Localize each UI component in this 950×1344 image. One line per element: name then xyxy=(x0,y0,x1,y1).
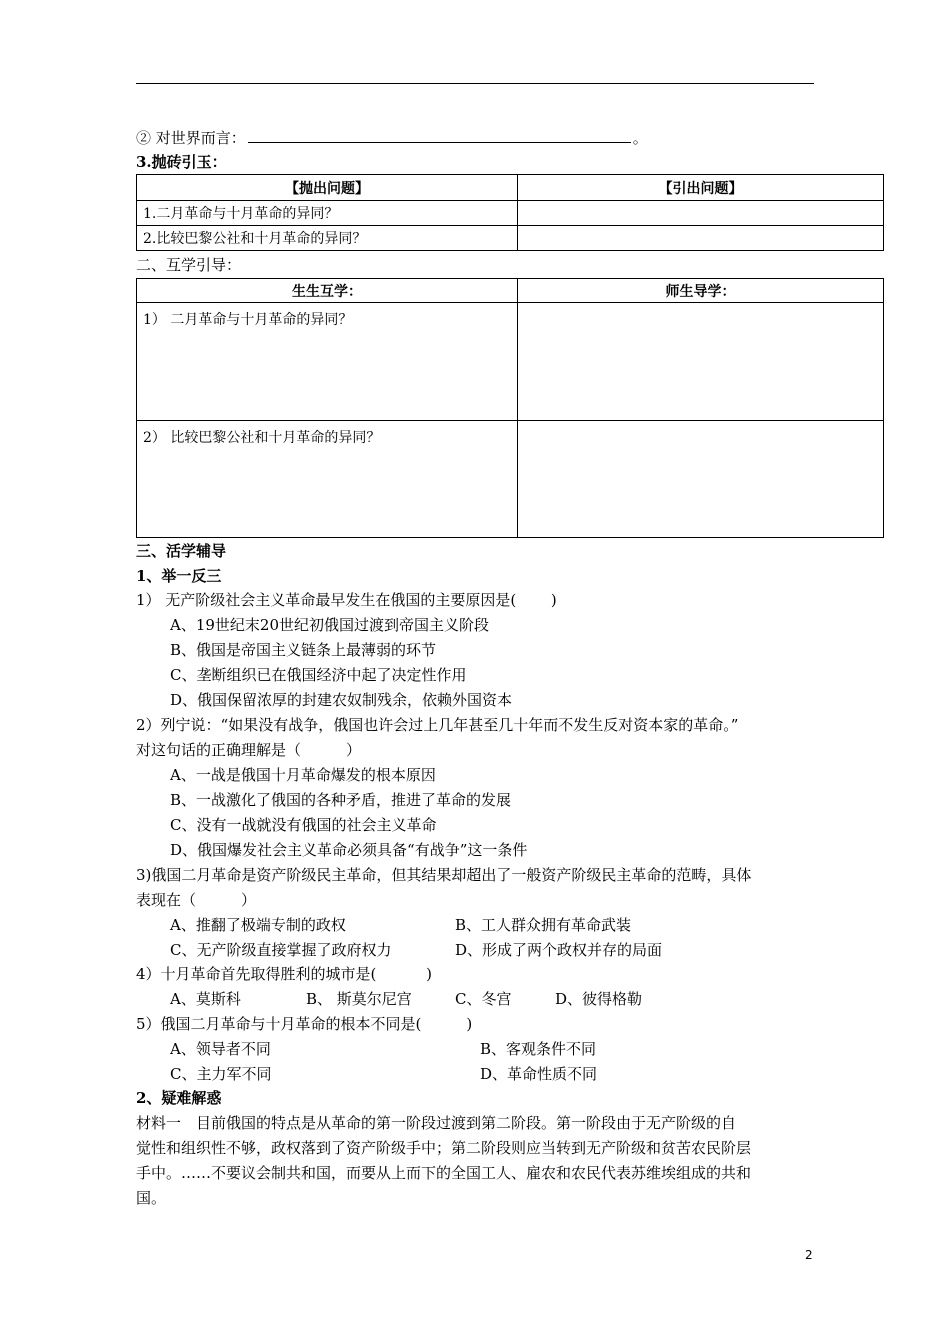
q1-option-d: D、俄国保留浓厚的封建农奴制残余，依赖外国资本 xyxy=(170,691,513,709)
q3-stem-1: 3)俄国二月革命是资产阶级民主革命，但其结果却超出了一般资产阶级民主革命的范畴，具体 xyxy=(136,866,752,884)
table-cell-answer[interactable] xyxy=(518,226,884,251)
q5-option-d: D、革命性质不同 xyxy=(480,1065,598,1083)
q2-option-d: D、俄国爆发社会主义革命必须具备“有战争”这一条件 xyxy=(170,841,528,859)
sub2-title: 2、疑难解惑 xyxy=(136,1089,222,1107)
table-cell-answer[interactable] xyxy=(518,421,884,538)
q3-option-c: C、无产阶级直接掌握了政府权力 xyxy=(170,941,392,959)
q3-stem-2: 表现在（ ） xyxy=(136,891,257,909)
question-table xyxy=(136,174,884,251)
q5-stem: 5）俄国二月革命与十月革命的根本不同是( ) xyxy=(136,1015,473,1033)
header-rule xyxy=(136,83,814,84)
q3-option-a: A、推翻了极端专制的政权 xyxy=(170,916,346,934)
q2-option-c: C、没有一战就没有俄国的社会主义革命 xyxy=(170,816,437,834)
material-line: 觉性和组织性不够，政权落到了资产阶级手中；第二阶段则应当转到无产阶级和贫苦农民阶层 xyxy=(136,1139,752,1157)
q2-option-b: B、一战激化了俄国的各种矛盾，推进了革命的发展 xyxy=(170,791,512,809)
page-number: 2 xyxy=(805,1248,813,1262)
q1-stem: 1） 无产阶级社会主义革命最早发生在俄国的主要原因是( ) xyxy=(136,591,557,609)
q5-option-c: C、主力军不同 xyxy=(170,1065,272,1083)
q1-option-b: B、俄国是帝国主义链条上最薄弱的环节 xyxy=(170,641,437,659)
table-cell-answer[interactable] xyxy=(518,201,884,226)
answer-blank[interactable] xyxy=(248,128,631,143)
material-line: 国。 xyxy=(136,1189,167,1207)
q1-option-c: C、垄断组织已在俄国经济中起了决定性作用 xyxy=(170,666,467,684)
q3-option-d: D、形成了两个政权并存的局面 xyxy=(455,941,663,959)
q1-option-a: A、19世纪末20世纪初俄国过渡到帝国主义阶段 xyxy=(170,616,490,634)
world-line xyxy=(136,128,648,148)
header-peer-learning: 生生互学： xyxy=(137,279,518,303)
q4-option-c: C、冬宫 xyxy=(455,990,512,1008)
q2-stem-2: 对这句话的正确理解是（ ） xyxy=(136,741,362,759)
material-line: 手中。……不要议会制共和国，而要从上而下的全国工人、雇农和农民代表苏维埃组成的共和 xyxy=(136,1164,752,1182)
world-line-label: ② 对世界而言： xyxy=(136,129,246,147)
header-teacher-guidance: 师生导学： xyxy=(518,279,884,303)
table-cell: 1） 二月革命与十月革命的异同？ xyxy=(137,303,518,421)
table-cell-answer[interactable] xyxy=(518,303,884,421)
q4-option-a: A、莫斯科 xyxy=(170,990,241,1008)
world-line-end: 。 xyxy=(632,129,648,147)
part3-title: 三、活学辅导 xyxy=(136,542,227,560)
q5-option-b: B、客观条件不同 xyxy=(480,1040,597,1058)
q4-stem: 4）十月革命首先取得胜利的城市是( ) xyxy=(136,965,433,983)
header-lead-question: 【引出问题】 xyxy=(518,175,884,201)
table-cell: 2.比较巴黎公社和十月革命的异同？ xyxy=(137,226,518,251)
q2-stem-1: 2）列宁说：“如果没有战争，俄国也许会过上几年甚至几十年而不发生反对资本家的革命。” xyxy=(136,716,739,734)
material-line: 材料一 目前俄国的特点是从革命的第一阶段过渡到第二阶段。第一阶段由于无产阶级的自 xyxy=(136,1114,737,1132)
part2-title: 二、互学引导： xyxy=(136,256,242,274)
q4-option-b: B、 斯莫尔尼宫 xyxy=(306,990,412,1008)
mutual-learning-table xyxy=(136,278,884,538)
table-cell: 2） 比较巴黎公社和十月革命的异同？ xyxy=(137,421,518,538)
q4-option-d: D、彼得格勒 xyxy=(555,990,643,1008)
table-cell: 1.二月革命与十月革命的异同？ xyxy=(137,201,518,226)
header-raise-question: 【抛出问题】 xyxy=(137,175,518,201)
q3-option-b: B、工人群众拥有革命武装 xyxy=(455,916,632,934)
q5-option-a: A、领导者不同 xyxy=(170,1040,271,1058)
section3-title: 3.抛砖引玉： xyxy=(136,153,227,171)
sub1-title: 1、举一反三 xyxy=(136,567,222,585)
q2-option-a: A、一战是俄国十月革命爆发的根本原因 xyxy=(170,766,436,784)
